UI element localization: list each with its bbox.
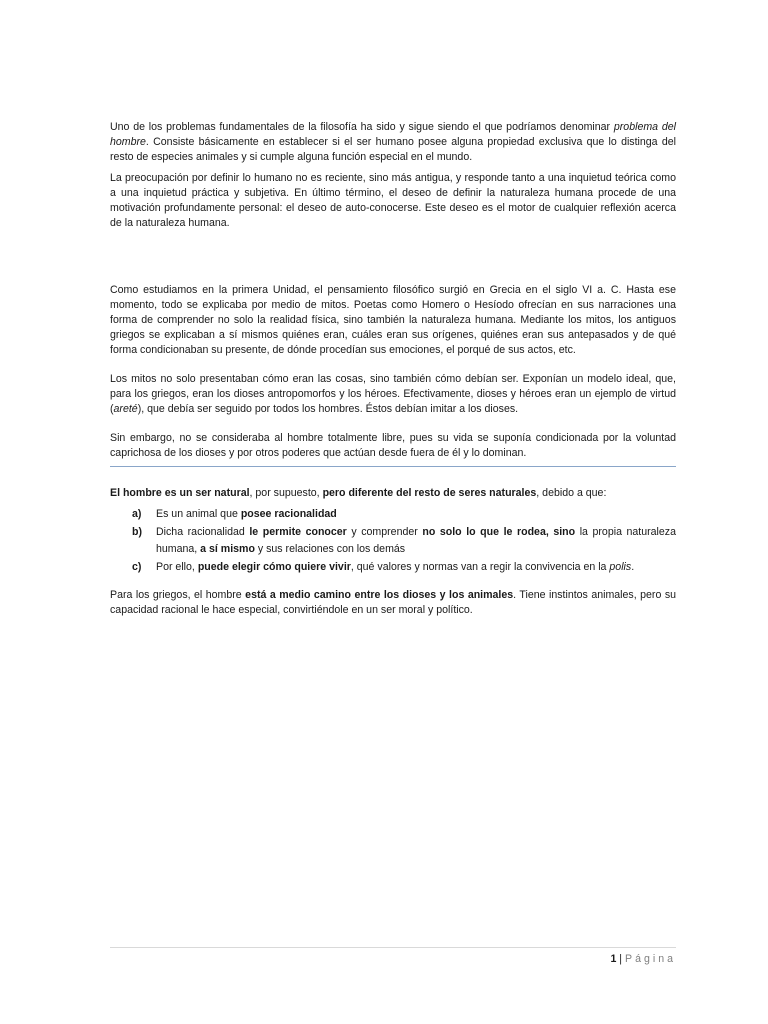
bold-run: El hombre es un ser natural [110,487,250,499]
page-word: Página [625,953,676,965]
text-run: . [631,560,635,573]
bold-run: está a medio camino entre los dioses y los animales [245,589,514,601]
text-run: Es un animal que [156,508,241,520]
text-run: la propia naturaleza humana, [156,525,676,555]
list-marker: b) [132,525,142,538]
italic-term: polis [609,560,632,573]
text-run: Dicha racionalidad [156,525,250,538]
text-run: , qué valores y normas van a regir la convivencia en la [350,560,610,573]
list-item-a [110,506,676,524]
footer-divider [110,947,676,948]
text-run: Por ello, [156,560,198,573]
page-footer [610,952,676,966]
bold-run: no solo lo que le rodea, sino [422,525,576,538]
section-divider [110,466,676,467]
text-run: y sus relaciones con los demás [254,543,406,555]
paragraph-preocupacion: La preocupación por definir lo humano no es reciente, sino más antigua, y responde tanto a una inquietud teórica como a una inquietud práctica y subjetiva. En último término, el deseo de definir la naturaleza humana procede de una motivación profundamente personal: el deseo de auto-conocerse. Este deseo es el motor de cualquier reflexión acerca de la naturaleza humana. [110,172,676,229]
page-number: 1 [610,953,617,965]
text-run: y comprender [346,525,423,538]
text-run: , por supuesto, [249,487,323,499]
paragraph-primera-unidad: Como estudiamos en la primera Unidad, el pensamiento filosófico surgió en Grecia en el siglo VI a. C. Hasta ese momento, todo se explicaba por medio de mitos. Poetas como Homero o Hesíodo ofrecían en sus narraciones una forma de comprender no solo la realidad física, sino también la naturaleza humana. Mediante los mitos, los antiguos griegos se explicaban a sí mismos quiénes eran, cuáles eran sus orígenes, quiénes eran sus antepasados y de qué forma condicionaban su presente, de dónde procedían sus emociones, el porqué de sus actos, etc. [110,284,676,356]
bold-run: a sí mismo [200,543,255,555]
list-marker: a) [132,508,142,520]
italic-term: problema del hombre [110,121,676,148]
paragraph-ser-natural [110,486,676,501]
bold-run: pero diferente del resto de seres naturales [322,487,537,499]
paragraph-problema-del-hombre [110,120,676,165]
bold-run: puede elegir cómo quiere vivir [197,560,351,573]
text-run: Los mitos no solo presentaban cómo eran las cosas, sino también cómo debían ser. Exponían un modelo ideal, que, para los griegos, eran los dioses antropomorfos y los héroes. Efectivamente, dioses y héroes eran un ejemplo de virtud ( [110,373,676,415]
list-marker: c) [132,560,142,573]
paragraph-sin-embargo: Sin embargo, no se consideraba al hombre totalmente libre, pues su vida se suponía condicionada por la voluntad caprichosa de los dioses y por otros poderes que actúan desde fuera de él y lo dominan. [110,432,676,459]
paragraph-mitos [110,372,676,417]
list-item-b [110,524,676,559]
text-run: Uno de los problemas fundamentales de la filosofía ha sido y sigue siendo el que podríamos denominar [110,121,614,133]
bold-run: posee racionalidad [240,508,337,520]
bold-run: le permite conocer [249,525,347,538]
italic-term: areté [113,403,138,415]
text-run: ), que debía ser seguido por todos los hombres. Éstos debían imitar a los dioses. [137,403,519,415]
reasons-list [110,506,676,576]
text-run: Para los griegos, el hombre [110,589,246,601]
paragraph-medio-camino [110,588,676,618]
text-run: . Consiste básicamente en establecer si el ser humano posee alguna propiedad exclusiva que lo distinga del resto de especies animales y si cumple alguna función especial en el mundo. [110,136,676,163]
list-item-c [110,559,676,577]
text-run: . Tiene instintos animales, pero su capacidad racional le hace especial, convirtiéndole en un ser moral y político. [110,589,677,616]
text-run: , debido a que: [536,487,607,499]
footer-separator: | [616,953,625,965]
